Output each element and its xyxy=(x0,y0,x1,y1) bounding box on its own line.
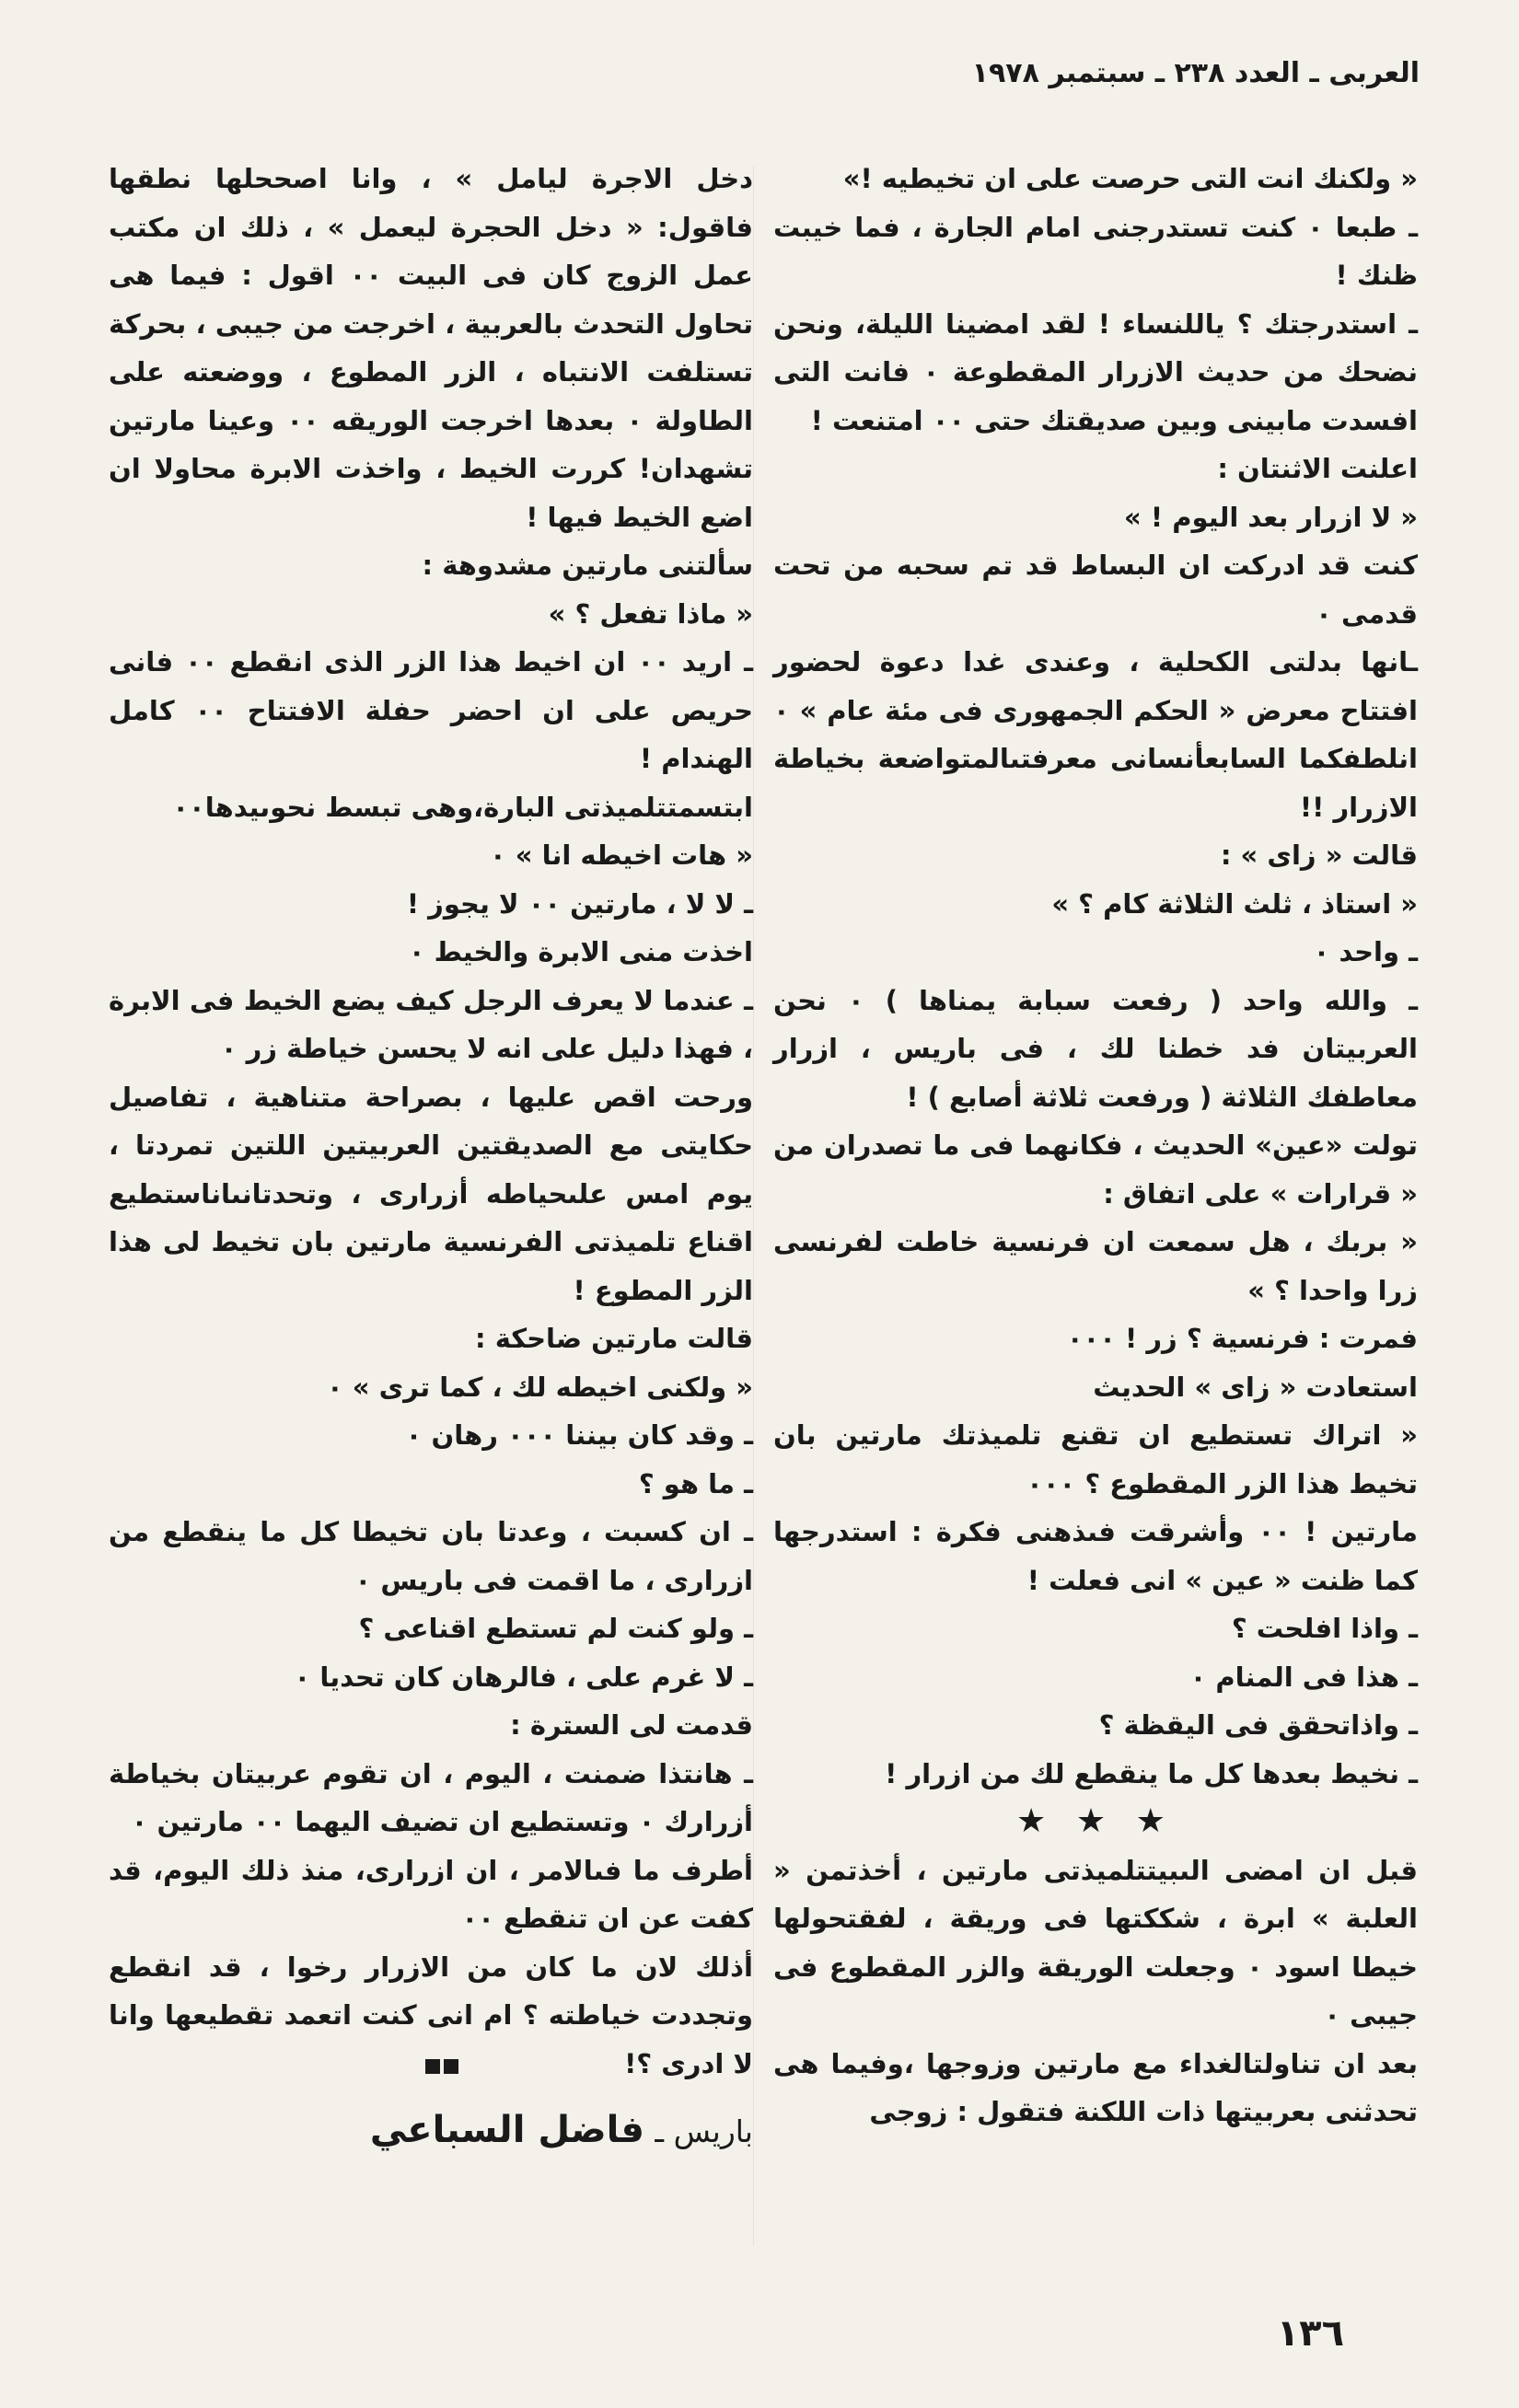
paragraph: ـ واحد ٠ xyxy=(1313,936,1418,967)
paragraph: « ولكنى اخيطه لك ، كما ترى » ٠ xyxy=(326,1371,753,1403)
paragraph: دخل الاجرة ليامل » ، وانا اصححلها نطقها فاقول: « دخل الحجرة ليعمل » ، ذلك ان مكتب عمل الزوج كان فى البيت ٠٠ اقول : فيما هى تحاول التحدث بالعربية ، اخرجت من جيبى ، بحركة تستلفت الانتباه ، الزر المطوع ، ووضعته على الطاولة ٠ بعدها اخرجت الوريقه ٠٠ وعينا مارتين تشهدان! كررت الخيط ، واخذت الابرة محاولا ان اضع الخيط فيها ! xyxy=(109,163,753,533)
column-divider xyxy=(753,166,754,2246)
section-stars: ★ ★ ★ xyxy=(1016,1802,1175,1840)
paragraph: ـ لا لا ، مارتين ٠٠ لا يجوز ! xyxy=(406,887,753,920)
signature-author: فاضل السباعي xyxy=(369,2108,644,2151)
paragraph: ـ هذا فى المنام ٠ xyxy=(1189,1661,1418,1693)
paragraph: قدمت لى السترة : xyxy=(510,1709,753,1741)
paragraph: تولت «عين» الحديث ، فكانهما فى ما تصدران من « قرارات » على اتفاق : xyxy=(773,1129,1418,1210)
end-of-article-mark xyxy=(422,2041,458,2090)
paragraph: بعد ان تناولتالغداء مع مارتين وزوجها ،وفيما هى تحدثنى بعربيتها ذات اللكنة فتقول : زوجى xyxy=(773,2047,1418,2127)
paragraph: سألتنى مارتين مشدوهة : xyxy=(422,550,753,581)
signature-place: باريس ـ xyxy=(655,2113,753,2149)
paragraph: ـ ان كسبت ، وعدتا بان تخيطا كل ما ينقطع من ازرارى ، ما اقمت فى باريس ٠ xyxy=(109,1516,753,1596)
paragraph: اخذت منى الابرة والخيط ٠ xyxy=(408,936,753,967)
paragraph: ورحت اقص عليها ، بصراحة متناهية ، تفاصيل حكايتى مع الصديقتين العربيتين اللتين تمردتا ، يوم امس علىحياطه أزرارى ، وتحدتانىاناستطيع اقناع تلميذتى الفرنسية مارتين بان تخيط لى هذا الزر المطوع ! xyxy=(109,1081,753,1306)
paragraph: ـ نخيط بعدها كل ما ينقطع لك من ازرار ! xyxy=(885,1757,1418,1789)
paragraph: ـ ولو كنت لم تستطع اقناعى ؟ xyxy=(358,1613,753,1644)
paragraph xyxy=(109,1943,753,2090)
paragraph: فمرت : فرنسية ؟ زر ! ٠٠٠ xyxy=(1066,1323,1418,1354)
paragraph: « بربك ، هل سمعت ان فرنسية خاطت لفرنسى زرا واحدا ؟ » xyxy=(773,1226,1418,1306)
paragraph: ـ وقد كان بيننا ٠٠٠ رهان ٠ xyxy=(405,1419,753,1451)
paragraph: ـ اريد ٠٠ ان اخيط هذا الزر الذى انقطع ٠٠ فانى حريص على ان احضر حفلة الافتتاح ٠٠ كامل الهندام ! xyxy=(109,646,753,774)
paragraph: ـانها بدلتى الكحلية ، وعندى غدا دعوة لحضور افتتاح معرض « الحكم الجمهورى فى مئة عام » ٠ انلطفكما السابعأنسانى معرفتىالمتواضعة بخياطة الازرار !! xyxy=(773,646,1418,823)
paragraph: ابتسمتتلميذتى البارة،وهى تبسط نحوىيدها٠٠ xyxy=(172,791,753,823)
paragraph: اعلنت الاثنتان : xyxy=(1217,453,1418,484)
closing-paragraph: أذلك لان ما كان من الازرار رخوا ، قد انقطع وتجددت خياطته ؟ ام انى كنت اتعمد تقطيعها وانا لا ادرى ؟! xyxy=(109,1951,753,2079)
page-number: ١٣٦ xyxy=(1276,2312,1344,2355)
paragraph: « لا ازرار بعد اليوم ! » xyxy=(1124,501,1418,533)
paragraph: قالت مارتين ضاحكة : xyxy=(475,1323,753,1354)
paragraph: مارتين ! ٠٠ وأشرقت فىذهنى فكرة : استدرجها كما ظنت « عين » انى فعلت ! xyxy=(773,1516,1418,1596)
paragraph: « اتراك تستطيع ان تقنع تلميذتك مارتين بان تخيط هذا الزر المقطوع ؟ ٠٠٠ xyxy=(773,1419,1418,1499)
paragraph: ـ ما هو ؟ xyxy=(638,1467,753,1499)
paragraph: ـ عندما لا يعرف الرجل كيف يضع الخيط فى الابرة ، فهذا دليل على انه لا يحسن خياطة زر ٠ xyxy=(109,984,753,1064)
paragraph: قالت « زاى » : xyxy=(1220,839,1418,871)
paragraph: ـ والله واحد ( رفعت سبابة يمناها ) ٠ نحن العربيتان فد خطنا لك ، فى باريس ، ازرار معاطفك الثلاثة ( ورفعت ثلاثة أصابع ) ! xyxy=(773,984,1418,1113)
signature xyxy=(109,2106,753,2157)
paragraph: ـ واذاتحقق فى اليقظة ؟ xyxy=(1098,1709,1418,1741)
paragraph: « ماذا تفعل ؟ » xyxy=(548,597,753,630)
left-column xyxy=(109,155,753,2309)
paragraph: ـ لا غرم على ، فالرهان كان تحديا ٠ xyxy=(294,1661,753,1693)
paragraph: « استاذ ، ثلث الثلاثة كام ؟ » xyxy=(1051,887,1418,920)
paragraph: ـ واذا افلحت ؟ xyxy=(1231,1613,1418,1644)
paragraph: أطرف ما فىالامر ، ان ازرارى، منذ ذلك اليوم، قد كفت عن ان تنقطع ٠٠ xyxy=(109,1854,753,1934)
paragraph: « هات اخيطه انا » ٠ xyxy=(489,839,753,871)
paragraph: كنت قد ادركت ان البساط قد تم سحبه من تحت قدمى ٠ xyxy=(773,550,1418,630)
paragraph: ـ هانتذا ضمنت ، اليوم ، ان تقوم عربيتان بخياطة أزرارك ٠ وتستطيع ان تضيف اليهما ٠٠ مارتين ٠ xyxy=(109,1757,753,1837)
paragraph: قبل ان امضى الىبيتتلميذتى مارتين ، أخذتمن « العلبة » ابرة ، شككتها فى وريقة ، لفقتحولها خيطا اسود ٠ وجعلت الوريقة والزر المقطوع فى جيبى ٠ xyxy=(773,1854,1419,2031)
paragraph: « ولكنك انت التى حرصت على ان تخيطيه !» xyxy=(842,163,1418,194)
paragraph: ـ استدرجتك ؟ ياللنساء ! لقد امضينا الليلة، ونحن نضحك من حديث الازرار المقطوعة ٠ فانت التى افسدت مابينى وبين صديقتك حتى ٠٠ امتنعت ! xyxy=(773,307,1418,436)
paragraph: ـ طبعا ٠ كنت تستدرجنى امام الجارة ، فما خيبت ظنك ! xyxy=(773,211,1419,291)
running-header: العربى ـ العدد ٢٣٨ ـ سبتمبر ١٩٧٨ xyxy=(971,57,1420,89)
right-column xyxy=(773,155,1418,2136)
paragraph: استعادت « زاى » الحديث xyxy=(1093,1371,1418,1403)
